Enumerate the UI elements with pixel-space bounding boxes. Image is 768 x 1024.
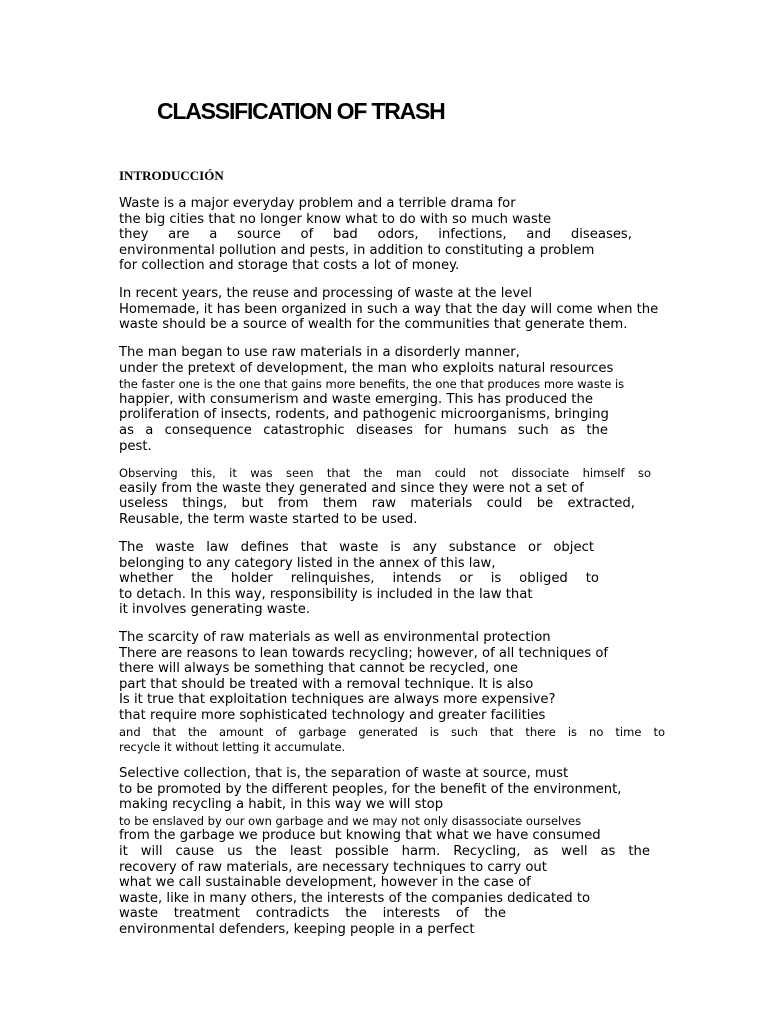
text-line: environmental pollution and pests, in addition to constituting a problem — [119, 242, 595, 258]
text-line: to be enslaved by our own garbage and we may not only disassociate ourselves — [119, 813, 582, 828]
text-line: The waste law defines that waste is any substance or object — [119, 540, 594, 555]
text-line: recycle it without letting it accumulate. — [119, 740, 346, 755]
text-line: Is it true that exploitation techniques are always more expensive? — [119, 692, 556, 708]
text-line: part that should be treated with a removal technique. It is also — [119, 676, 534, 692]
text-line: environmental defenders, keeping people in a perfect — [119, 922, 475, 937]
text-line: what we call sustainable development, however in the case of — [119, 875, 531, 891]
text-line: it involves generating waste. — [119, 602, 310, 618]
text-line: In recent years, the reuse and processing of waste at the level — [119, 286, 533, 301]
text-line: belonging to any category listed in the annex of this law, — [119, 555, 496, 571]
text-line: the faster one is the one that gains more benefits, the one that produces more waste is — [119, 377, 625, 392]
text-line: from the garbage we produce but knowing that what we have consumed — [119, 828, 601, 844]
text-line: as a consequence catastrophic diseases for humans such as the — [119, 423, 608, 438]
text-line: waste treatment contradicts the interests of the — [119, 906, 506, 922]
page-title: CLASSIFICATION OF TRASH — [157, 98, 445, 124]
text-line: the big cities that no longer know what to do with so much waste — [119, 211, 552, 227]
text-line: and that the amount of garbage generated is such that there is no time to — [119, 724, 665, 739]
text-line: that require more sophisticated technology and greater facilities — [119, 708, 546, 723]
text-line: there will always be something that cannot be recycled, one — [119, 661, 518, 677]
text-line: making recycling a habit, in this way we will stop — [119, 797, 444, 813]
text-line: Waste is a major everyday problem and a terrible drama for — [119, 196, 516, 211]
text-line: easily from the waste they generated and since they were not a set of — [119, 480, 584, 496]
text-line: waste, like in many others, the interests of the companies dedicated to — [119, 890, 591, 906]
text-line: Homemade, it has been organized in such a way that the day will come when the — [119, 301, 659, 317]
text-line: they are a source of bad odors, infections, and diseases, — [119, 227, 632, 243]
text-line: Selective collection, that is, the separation of waste at source, must — [119, 766, 569, 781]
text-line: to detach. In this way, responsibility is included in the law that — [119, 586, 533, 602]
text-line: to be promoted by the different peoples, for the benefit of the environment, — [119, 781, 622, 797]
text-line: useless things, but from them raw materials could be extracted, — [119, 496, 635, 512]
text-line: it will cause us the least possible harm. Recycling, as well as the — [119, 844, 650, 859]
text-line: whether the holder relinquishes, intends or is obliged to — [119, 571, 599, 587]
text-line: Observing this, it was seen that the man could not dissociate himself so — [119, 466, 651, 480]
text-line: waste should be a source of wealth for the communities that generate them. — [119, 317, 628, 333]
text-line: proliferation of insects, rodents, and pathogenic microorganisms, bringing — [119, 407, 609, 423]
text-line: under the pretext of development, the man who exploits natural resources — [119, 360, 614, 376]
text-line: recovery of raw materials, are necessary techniques to carry out — [119, 859, 547, 875]
text-line: The scarcity of raw materials as well as environmental protection — [119, 630, 551, 645]
text-line: happier, with consumerism and waste emerging. This has produced the — [119, 391, 593, 407]
section-heading: INTRODUCCIÓN — [119, 168, 224, 183]
text-line: There are reasons to lean towards recycling; however, of all techniques of — [119, 645, 609, 661]
text-line: The man began to use raw materials in a disorderly manner, — [119, 345, 520, 360]
text-line: Reusable, the term waste started to be used. — [119, 511, 418, 527]
text-line: pest. — [119, 438, 152, 454]
text-line: for collection and storage that costs a lot of money. — [119, 258, 460, 274]
